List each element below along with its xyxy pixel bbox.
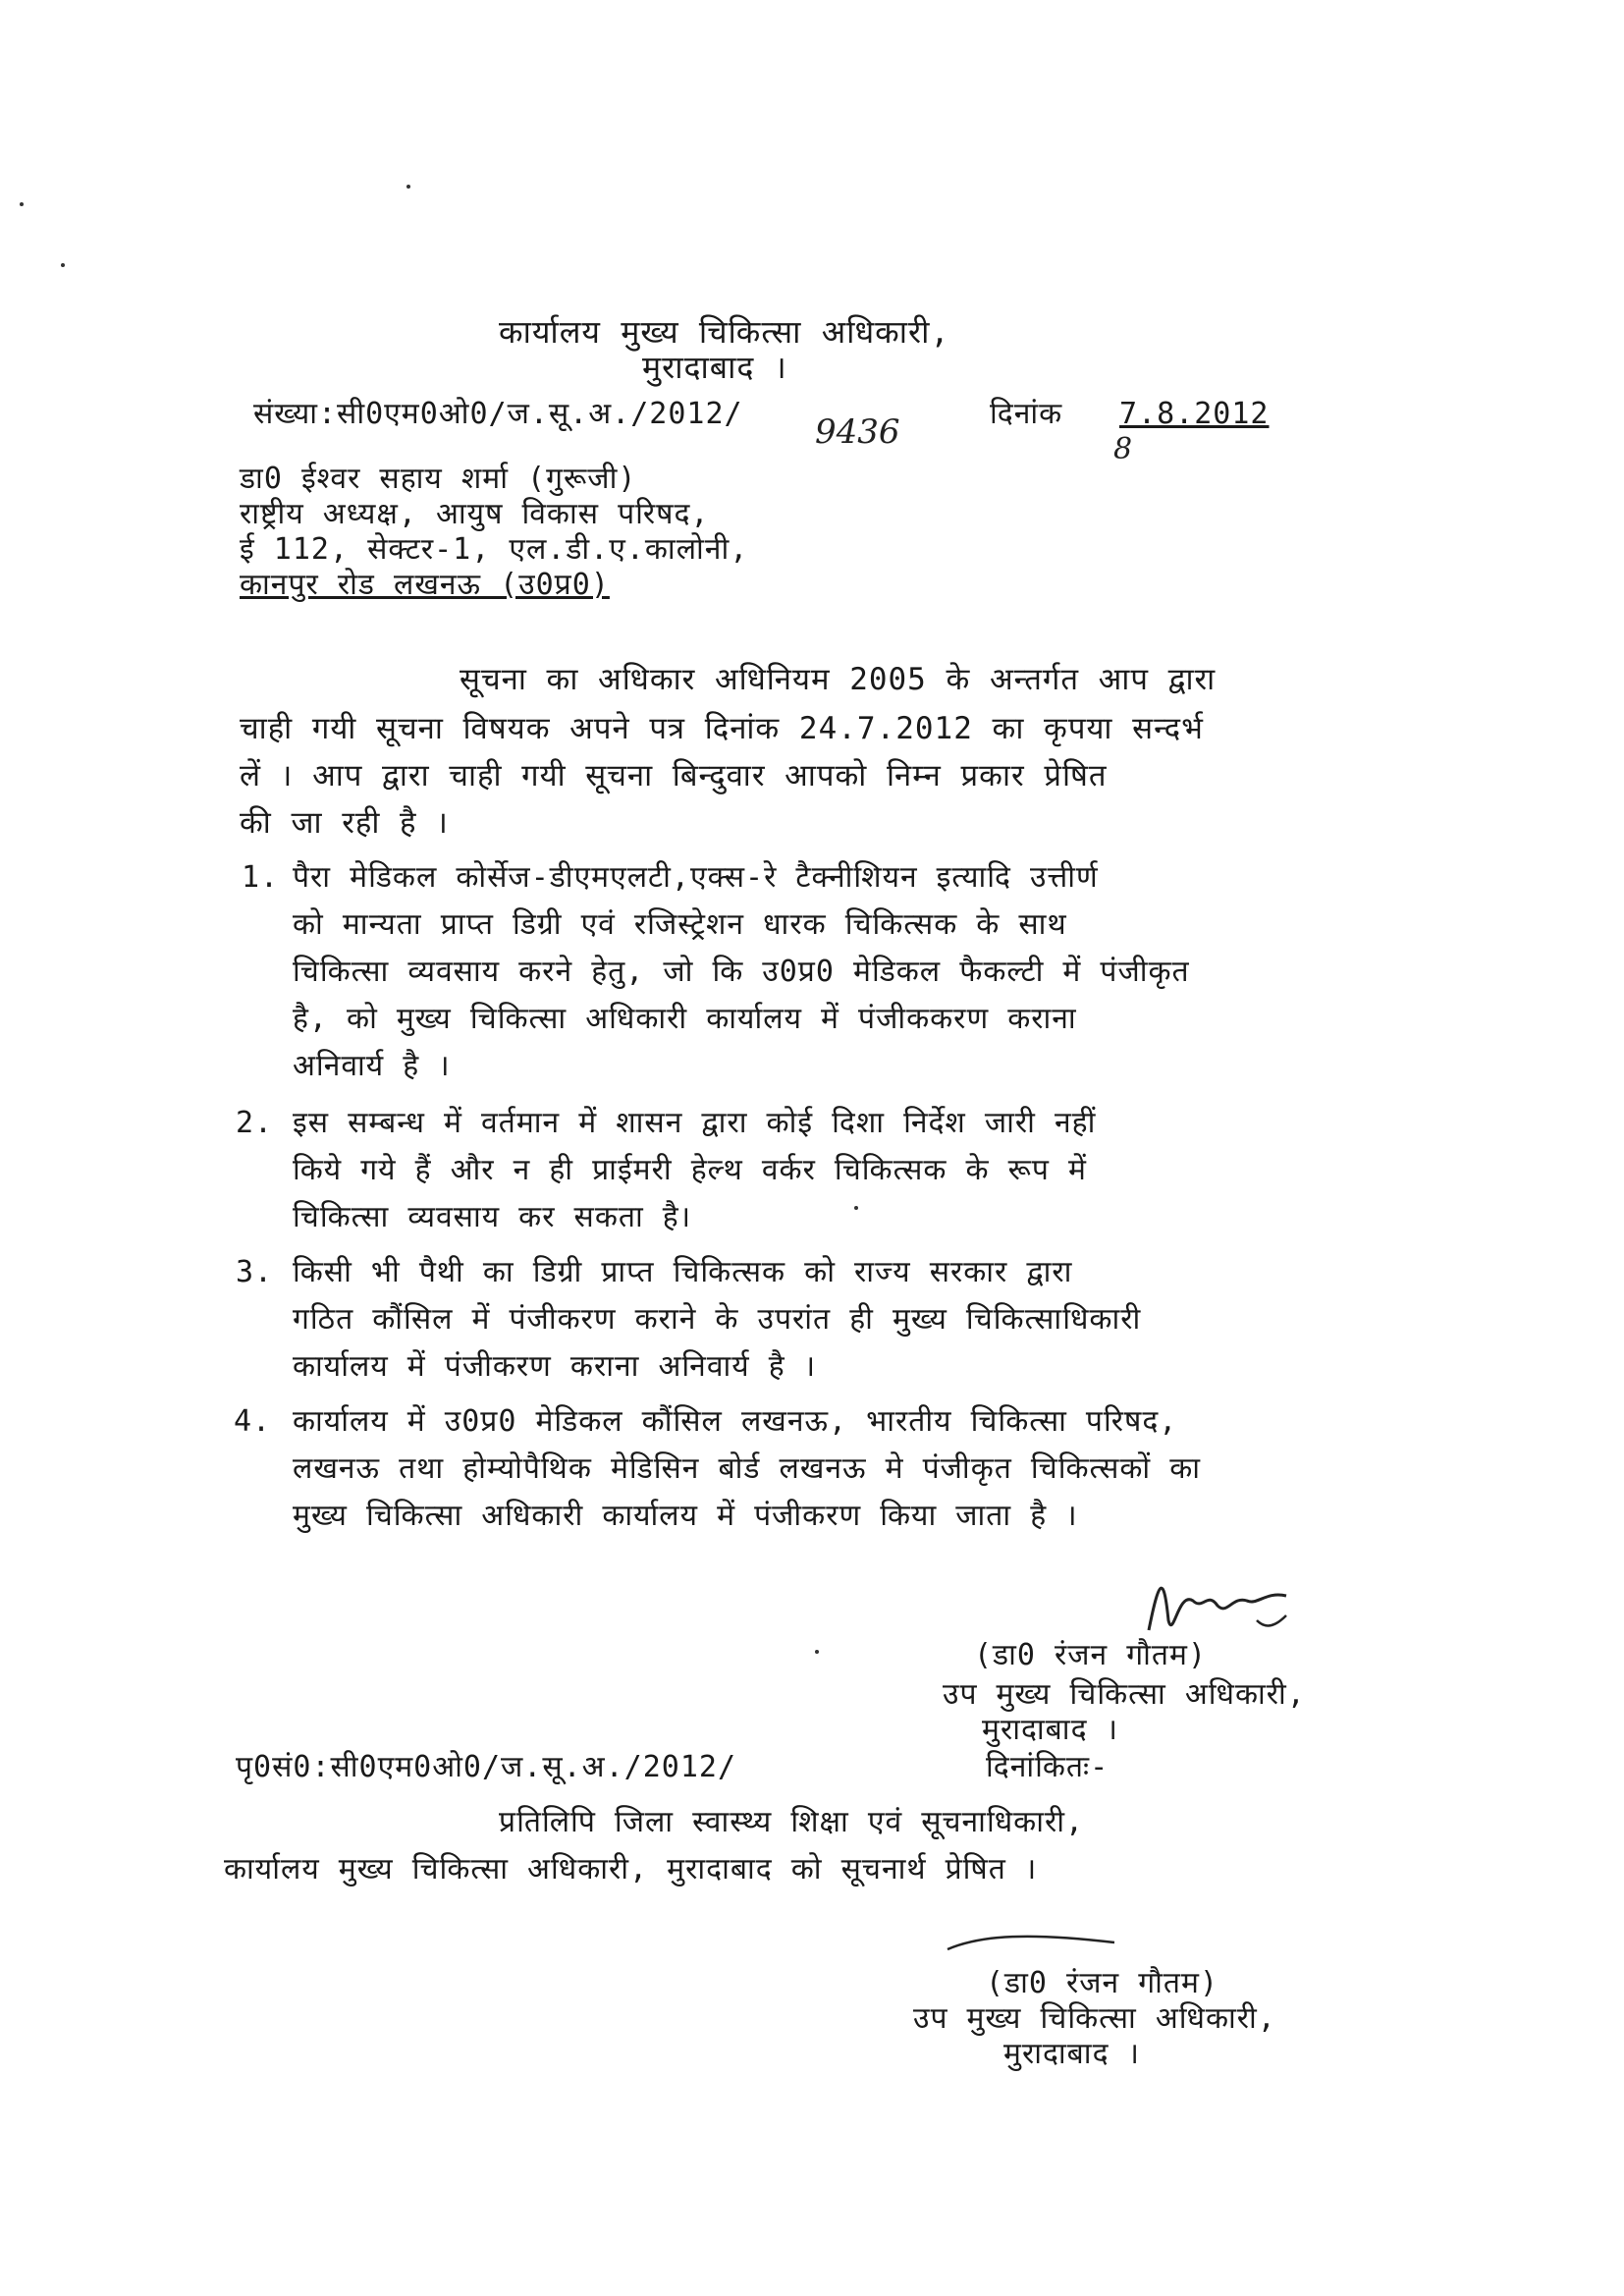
point-line: इस सम्बन्ध में वर्तमान में शासन द्वारा कोई दिशा निर्देश जारी नहीं (293, 1106, 1097, 1140)
date-label: दिनांक (990, 397, 1063, 431)
intro-line: सूचना का अधिकार अधिनियम 2005 के अन्तर्गत आप द्वारा (460, 662, 1217, 697)
endorsement-copy-line: कार्यालय मुख्य चिकित्सा अधिकारी, मुरादाबाद को सूचनार्थ प्रेषित । (224, 1852, 1038, 1886)
signatory-designation: उप मुख्य चिकित्सा अधिकारी, (943, 1677, 1306, 1712)
office-city: मुरादाबाद । (642, 349, 787, 386)
intro-line: चाही गयी सूचना विषयक अपने पत्र दिनांक 24.7.2012 का कृपया सन्दर्भ (240, 711, 1204, 746)
point-line: चिकित्सा व्यवसाय करने हेतु, जो कि उ0प्र0 मेडिकल फैकल्टी में पंजीकृत (293, 955, 1190, 989)
scan-speck (854, 1206, 858, 1210)
date-handwritten: 8 (1113, 432, 1133, 466)
signature-scribble (943, 1925, 1119, 1964)
point-line: मुख्य चिकित्सा अधिकारी कार्यालय में पंजीकरण किया जाता है । (293, 1499, 1078, 1533)
point-line: कार्यालय में उ0प्र0 मेडिकल कौंसिल लखनऊ, भारतीय चिकित्सा परिषद, (293, 1404, 1178, 1439)
signature-scribble (1139, 1561, 1296, 1650)
point-line: लखनऊ तथा होम्योपैथिक मेडिसिन बोर्ड लखनऊ मे पंजीकृत चिकित्सकों का (293, 1451, 1202, 1486)
point-number: 3. (236, 1255, 274, 1289)
endorsement-copy-line: प्रतिलिपि जिला स्वास्थ्य शिक्षा एवं सूचनाधिकारी, (499, 1805, 1085, 1839)
point-line: है, को मुख्य चिकित्सा अधिकारी कार्यालय में पंजीककरण कराना (293, 1002, 1077, 1036)
intro-line: की जा रही है । (240, 805, 449, 841)
signatory-designation: उप मुख्य चिकित्सा अधिकारी, (913, 2001, 1276, 2036)
point-line: किये गये हैं और न ही प्राईमरी हेल्थ वर्कर चिकित्सक के रूप में (293, 1153, 1087, 1187)
reference-number: संख्या:सी0एम0ओ0/ज.सू.अ./2012/ (253, 397, 743, 431)
signatory-name: (डा0 रंजन गौतम) (974, 1638, 1208, 1672)
date-value: 7.8.2012 (1119, 397, 1270, 431)
point-number: 1. (242, 860, 280, 895)
point-number: 4. (234, 1404, 272, 1439)
endorsement-number: पृ0सं0:सी0एम0ओ0/ज.सू.अ./2012/ (236, 1750, 737, 1784)
point-line: किसी भी पैथी का डिग्री प्राप्त चिकित्सक को राज्य सरकार द्वारा (293, 1255, 1073, 1289)
signatory-city: मुरादाबाद । (1003, 2037, 1140, 2071)
addressee-designation: राष्ट्रीय अध्यक्ष, आयुष विकास परिषद, (240, 497, 710, 531)
addressee-name: डा0 ईश्वर सहाय शर्मा (गुरूजी) (240, 462, 637, 496)
scan-speck (815, 1650, 819, 1654)
point-line: चिकित्सा व्यवसाय कर सकता है। (293, 1200, 692, 1234)
scan-speck (406, 185, 410, 189)
addressee-address: ई 112, सेक्टर-1, एल.डी.ए.कालोनी, (240, 532, 749, 567)
signatory-city: मुरादाबाद । (982, 1713, 1118, 1747)
scan-speck (61, 263, 65, 267)
point-line: अनिवार्य है । (293, 1049, 451, 1083)
signatory-name: (डा0 रंजन गौतम) (986, 1966, 1219, 2000)
intro-line: लें । आप द्वारा चाही गयी सूचना बिन्दुवार आपको निम्न प्रकार प्रेषित (240, 758, 1108, 793)
endorsement-date-label: दिनांकितः- (986, 1750, 1110, 1784)
point-number: 2. (236, 1106, 274, 1140)
scan-speck (20, 202, 24, 206)
point-line: पैरा मेडिकल कोर्सेज-डीएमएलटी,एक्स-रे टैक्नीशियन इत्यादि उत्तीर्ण (293, 860, 1099, 895)
point-line: गठित कौंसिल में पंजीकरण कराने के उपरांत ही मुख्य चिकित्साधिकारी (293, 1302, 1142, 1337)
handwritten-dispatch-number: 9436 (815, 412, 900, 452)
point-line: कार्यालय में पंजीकरण कराना अनिवार्य है । (293, 1349, 817, 1384)
addressee-city: कानपुर रोड लखनऊ (उ0प्र0) (240, 568, 610, 602)
point-line: को मान्यता प्राप्त डिग्री एवं रजिस्ट्रेशन धारक चिकित्सक के साथ (293, 907, 1067, 942)
office-heading: कार्यालय मुख्य चिकित्सा अधिकारी, (499, 313, 950, 351)
